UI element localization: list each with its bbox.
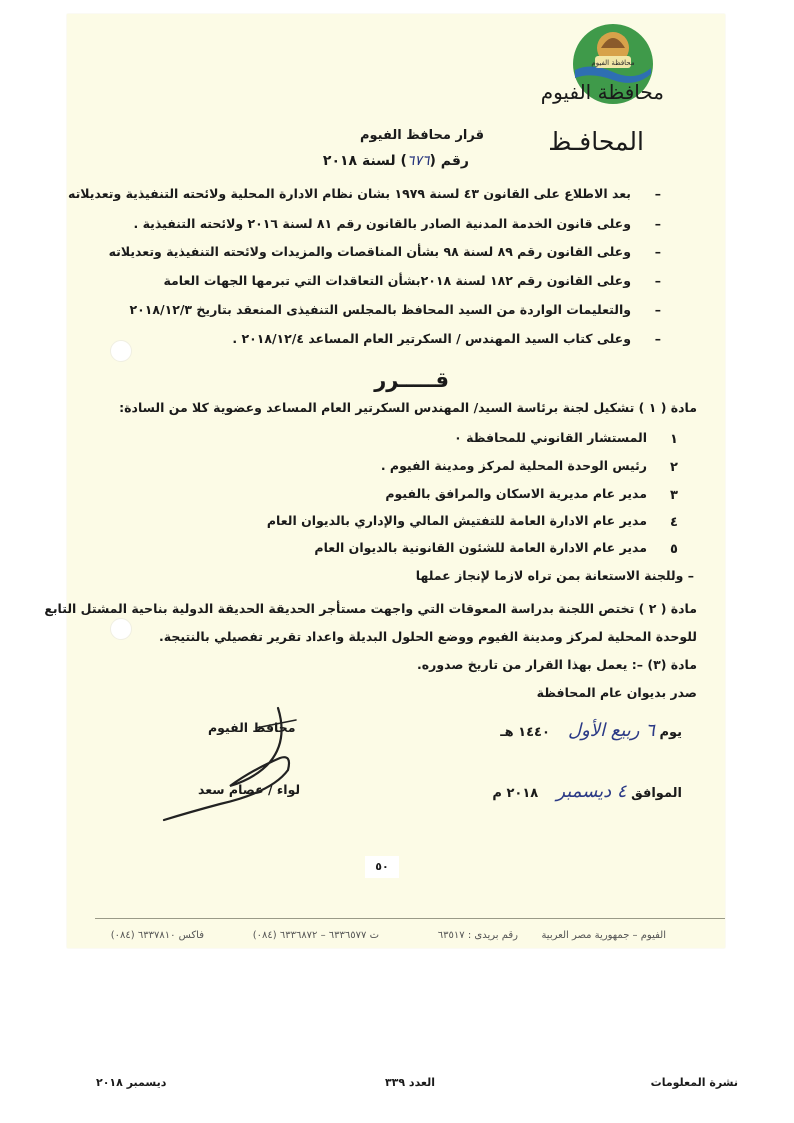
- member-item: مدير عام الادارة العامة للشئون القانونية بالديوان العام: [314, 540, 647, 555]
- decree-number: [323, 153, 469, 169]
- member-number: ٤: [670, 515, 678, 530]
- footer-divider: [95, 918, 725, 919]
- recital-text: وعلى القانون رقم ٨٩ لسنة ٩٨ بشأن المناقصات والمزيدات ولائحته التنفيذية وتعديلاته: [108, 244, 631, 259]
- decree-number-prefix: رقم (: [429, 153, 469, 169]
- article-2-line-2: للوحدة المحلية لمركز ومدينة الفيوم ووضع الحلول البديلة واعداد تقرير تفصيلي بالنتيجة.: [159, 629, 697, 644]
- article-1: مادة ( ١ ) تشكيل لجنة برئاسة السيد/ المهندس السكرتير العام المساعد وعضوية كلا من السادة:: [119, 400, 697, 415]
- gregorian-date-handwritten: ٤ ديسمبر: [556, 781, 627, 802]
- footer-postal: رقم بريدى : ٦٣٥١٧: [437, 930, 518, 941]
- member-number: ٢: [670, 460, 678, 475]
- footer-fax: فاكس ٦٣٣٧٨١٠ (٠٨٤): [110, 930, 204, 941]
- issued-line: صدر بديوان عام المحافظة: [536, 685, 697, 700]
- member-item: مدير عام مديرية الاسكان والمرافق بالفيوم: [385, 486, 647, 501]
- assist-line: – وللجنة الاستعانة بمن تراه لازما لإنجاز عملها: [415, 568, 694, 583]
- hijri-date-year: ١٤٤٠ هـ: [500, 725, 550, 740]
- member-number: ٥: [670, 542, 678, 557]
- recital-text: وعلى القانون رقم ١٨٢ لسنة ٢٠١٨بشأن التعاقدات التي تبرمها الجهات العامة: [163, 273, 631, 288]
- recital-text: بعد الاطلاع على القانون ٤٣ لسنة ١٩٧٩ بشان نظام الادارة المحلية ولائحته التنفيذية وتعديلاته: [68, 186, 631, 201]
- gregorian-date-prefix: الموافق: [631, 786, 682, 801]
- handwritten-signature: [160, 700, 310, 825]
- recital-dash: –: [654, 216, 661, 231]
- footer-phone: ت ٦٣٣٦٥٧٧ – ٦٣٣٦٨٧٢ (٠٨٤): [252, 930, 379, 941]
- recital-dash: –: [654, 331, 661, 346]
- punch-hole-mark: [110, 340, 132, 362]
- decision-heading: قـــــرر: [374, 368, 449, 392]
- logo-text: محافظة الفيوم: [591, 59, 635, 67]
- recital-line: [141, 331, 661, 346]
- recital-line: [141, 273, 661, 288]
- member-number: ١: [670, 432, 678, 447]
- article-2-line-1: مادة ( ٢ ) تختص اللجنة بدراسة المعوقات التي واجهت مستأجر الحديقة الحديقة الدولية بناحية المشتل التابع: [44, 601, 697, 616]
- recital-line: [108, 244, 661, 259]
- hijri-date-handwritten: ٦ ربيع الأول: [568, 720, 655, 741]
- gregorian-date: [492, 781, 682, 802]
- decree-number-suffix: ) لسنة ٢٠١٨: [322, 153, 407, 169]
- signatory-name: لواء / عصام سعد: [198, 782, 301, 797]
- recital-line: [68, 186, 661, 201]
- governorate-name: محافظة الفيوم: [540, 80, 664, 104]
- member-item: المستشار القانوني للمحافظة ٠: [454, 430, 647, 445]
- publication-name: نشرة المعلومات: [650, 1076, 738, 1089]
- recital-line: [129, 302, 661, 317]
- decree-title: قرار محافظ الفيوم: [359, 128, 484, 143]
- member-number: ٣: [670, 488, 678, 503]
- recital-dash: –: [654, 244, 661, 259]
- footer-address: الفيوم – جمهورية مصر العربية: [541, 930, 666, 941]
- recital-dash: –: [654, 273, 661, 288]
- member-item: رئيس الوحدة المحلية لمركز ومدينة الفيوم .: [380, 458, 647, 473]
- recital-text: وعلى كتاب السيد المهندس / السكرتير العام المساعد ٢٠١٨/١٢/٤ .: [232, 331, 631, 346]
- issue-date: ديسمبر ٢٠١٨: [96, 1076, 167, 1089]
- article-3: مادة (٣) –: يعمل بهذا القرار من تاريخ صدوره.: [417, 657, 697, 672]
- recital-text: والتعليمات الواردة من السيد المحافظ بالمجلس التنفيذى المنعقد بتاريخ ٢٠١٨/١٢/٣: [129, 302, 631, 317]
- recital-dash: –: [654, 302, 661, 317]
- punch-hole-mark: [110, 618, 132, 640]
- member-item: مدير عام الادارة العامة للتفتيش المالي والإداري بالديوان العام: [266, 513, 647, 528]
- hijri-date-prefix: يوم: [659, 725, 682, 740]
- gregorian-date-year: ٢٠١٨ م: [492, 786, 539, 801]
- hijri-date: [500, 720, 682, 741]
- recital-dash: –: [654, 186, 661, 201]
- office-heading: المحافـظ: [548, 127, 644, 156]
- signatory-title: محافظ الفيوم: [208, 720, 296, 735]
- decree-number-handwritten: ٦٧٦: [406, 153, 430, 169]
- recital-text: وعلى قانون الخدمة المدنية الصادر بالقانون رقم ٨١ لسنة ٢٠١٦ ولائحته التنفيذية .: [133, 216, 631, 231]
- recital-line: [133, 216, 661, 231]
- page-number: ٥٠: [365, 856, 399, 878]
- issue-number: العدد ٣٣٩: [384, 1076, 436, 1089]
